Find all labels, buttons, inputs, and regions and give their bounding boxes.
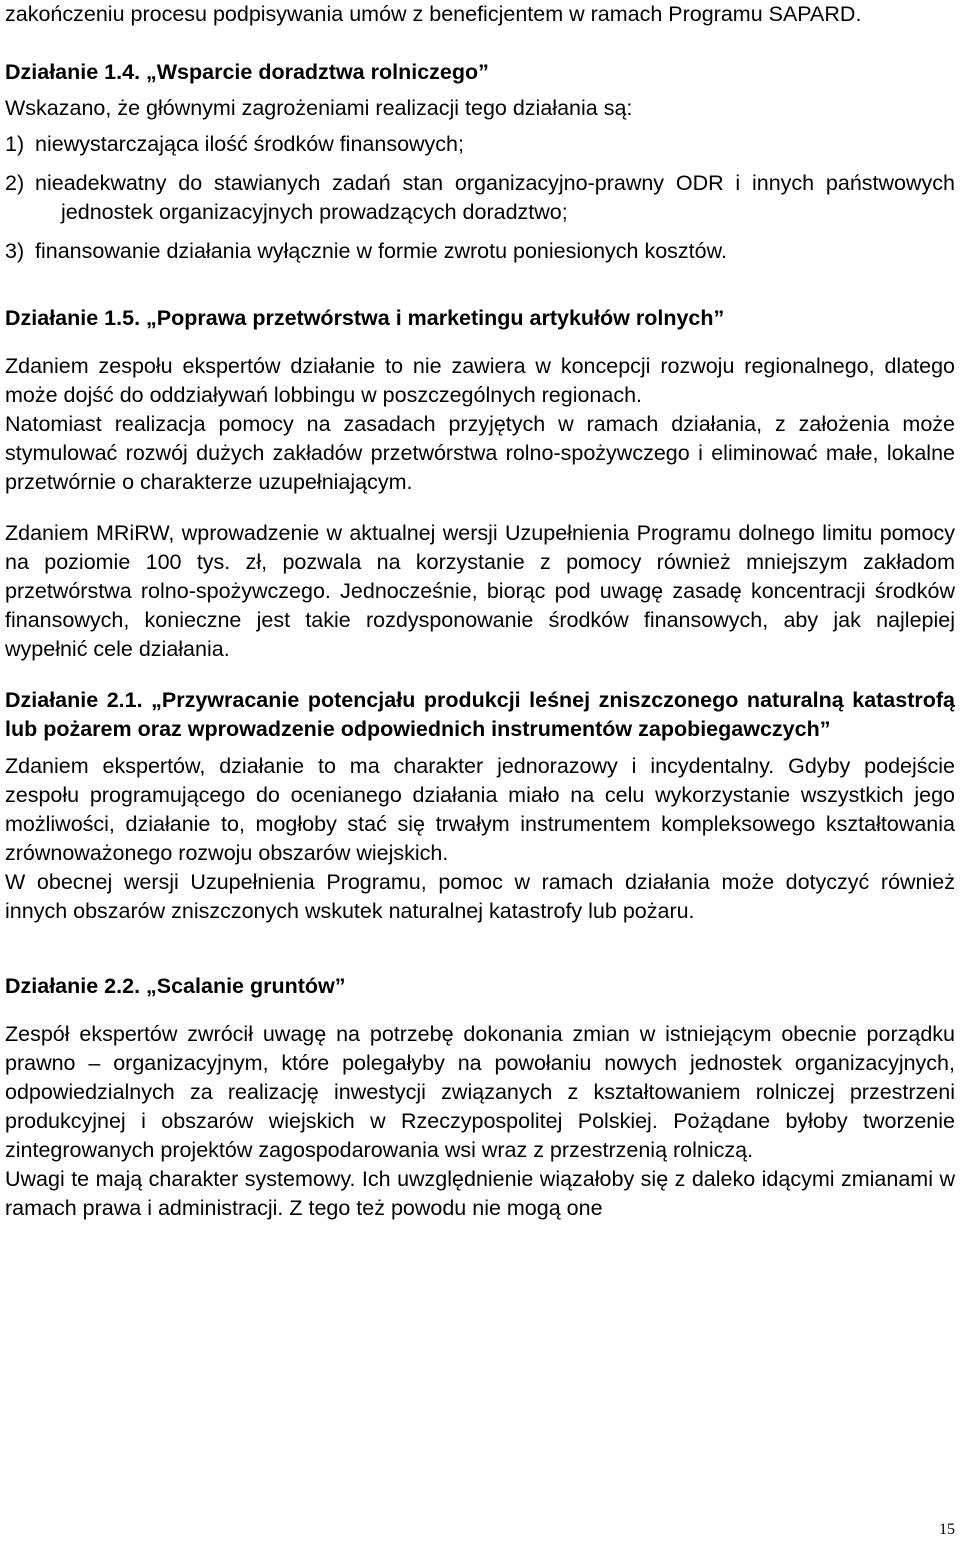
list-item bbox=[5, 130, 955, 159]
list-item-text: finansowanie działania wyłącznie w formie zwrotu poniesionych kosztów. bbox=[35, 239, 727, 263]
section-1-5-heading: Działanie 1.5. „Poprawa przetwórstwa i marketingu artykułów rolnych” bbox=[5, 306, 725, 330]
section-1-4-lead: Wskazano, że głównymi zagrożeniami realizacji tego działania są: bbox=[5, 96, 633, 120]
section-2-2-paragraph-1: Zespół ekspertów zwrócił uwagę na potrzebę dokonania zmian w istniejącym obecnie porządku prawno – organizacyjnym, które polegałyby na powołaniu nowych jednostek organizacyjnych, odpowiedzialnych za realizację inwestycji związanych z kształtowaniem rolniczej przestrzeni produkcyjnej i obszarów wiejskich w Rzeczypospolitej Polskiej. Pożądane byłoby tworzenie zintegrowanych projektów zagospodarowania wsi wraz z przestrzenią rolniczą. bbox=[5, 1022, 955, 1162]
section-2-1-paragraph-1: Zdaniem ekspertów, działanie to ma charakter jednorazowy i incydentalny. Gdyby podejście zespołu programującego do ocenianego działania miało na celu wykorzystanie wszystkich jego możliwości, działanie to, mogłoby stać się trwałym instrumentem kompleksowego kształtowania zrównoważonego rozwoju obszarów wiejskich. bbox=[5, 754, 955, 865]
list-item bbox=[5, 237, 955, 266]
list-item bbox=[5, 169, 955, 227]
section-1-5-paragraph-3: Zdaniem MRiRW, wprowadzenie w aktualnej wersji Uzupełnienia Programu dolnego limitu pomocy na poziomie 100 tys. zł, pozwala na korzystanie z pomocy również mniejszym zakładom przetwórstwa rolno-spożywczego. Jednocześnie, biorąc pod uwagę zasadę koncentracji środków finansowych, konieczne jest takie rozdysponowanie środków finansowych, aby jak najlepiej wypełnić cele działania. bbox=[5, 521, 955, 661]
intro-paragraph: zakończeniu procesu podpisywania umów z beneficjentem w ramach Programu SAPARD. bbox=[5, 2, 862, 26]
list-item-number: 2) bbox=[5, 171, 25, 195]
threat-list bbox=[5, 130, 955, 266]
page-number: 15 bbox=[939, 1521, 955, 1538]
section-1-5-paragraph-2: Natomiast realizacja pomocy na zasadach przyjętych w ramach działania, z założenia może stymulować rozwój dużych zakładów przetwórstwa rolno-spożywczego i eliminować małe, lokalne przetwórnie o charakterze uzupełniającym. bbox=[5, 412, 955, 494]
document-page bbox=[5, 0, 955, 1223]
list-item-number: 3) bbox=[5, 239, 25, 263]
section-1-5-paragraph-1: Zdaniem zespołu ekspertów działanie to nie zawiera w koncepcji rozwoju regionalnego, dlatego może dojść do oddziaływań lobbingu w poszczególnych regionach. bbox=[5, 354, 955, 407]
section-2-2-paragraph-2: Uwagi te mają charakter systemowy. Ich uwzględnienie wiązałoby się z daleko idącymi zmianami w ramach prawa i administracji. Z tego też powodu nie mogą one bbox=[5, 1167, 955, 1220]
list-item-text: nieadekwatny do stawianych zadań stan organizacyjno-prawny ODR i innych państwowych jednostek organizacyjnych prowadzących doradztwo; bbox=[35, 171, 955, 224]
section-1-4-heading: Działanie 1.4. „Wsparcie doradztwa rolniczego” bbox=[5, 60, 489, 84]
section-2-1-heading: Działanie 2.1. „Przywracanie potencjału produkcji leśnej zniszczonego naturalną katastrofą lub pożarem oraz wprowadzenie odpowiednich instrumentów zapobiegawczych” bbox=[5, 688, 955, 741]
section-2-2-heading: Działanie 2.2. „Scalanie gruntów” bbox=[5, 974, 346, 998]
list-item-number: 1) bbox=[5, 132, 25, 156]
list-item-text: niewystarczająca ilość środków finansowych; bbox=[35, 132, 464, 156]
section-2-1-paragraph-2: W obecnej wersji Uzupełnienia Programu, pomoc w ramach działania może dotyczyć również innych obszarów zniszczonych wskutek naturalnej katastrofy lub pożaru. bbox=[5, 870, 955, 923]
